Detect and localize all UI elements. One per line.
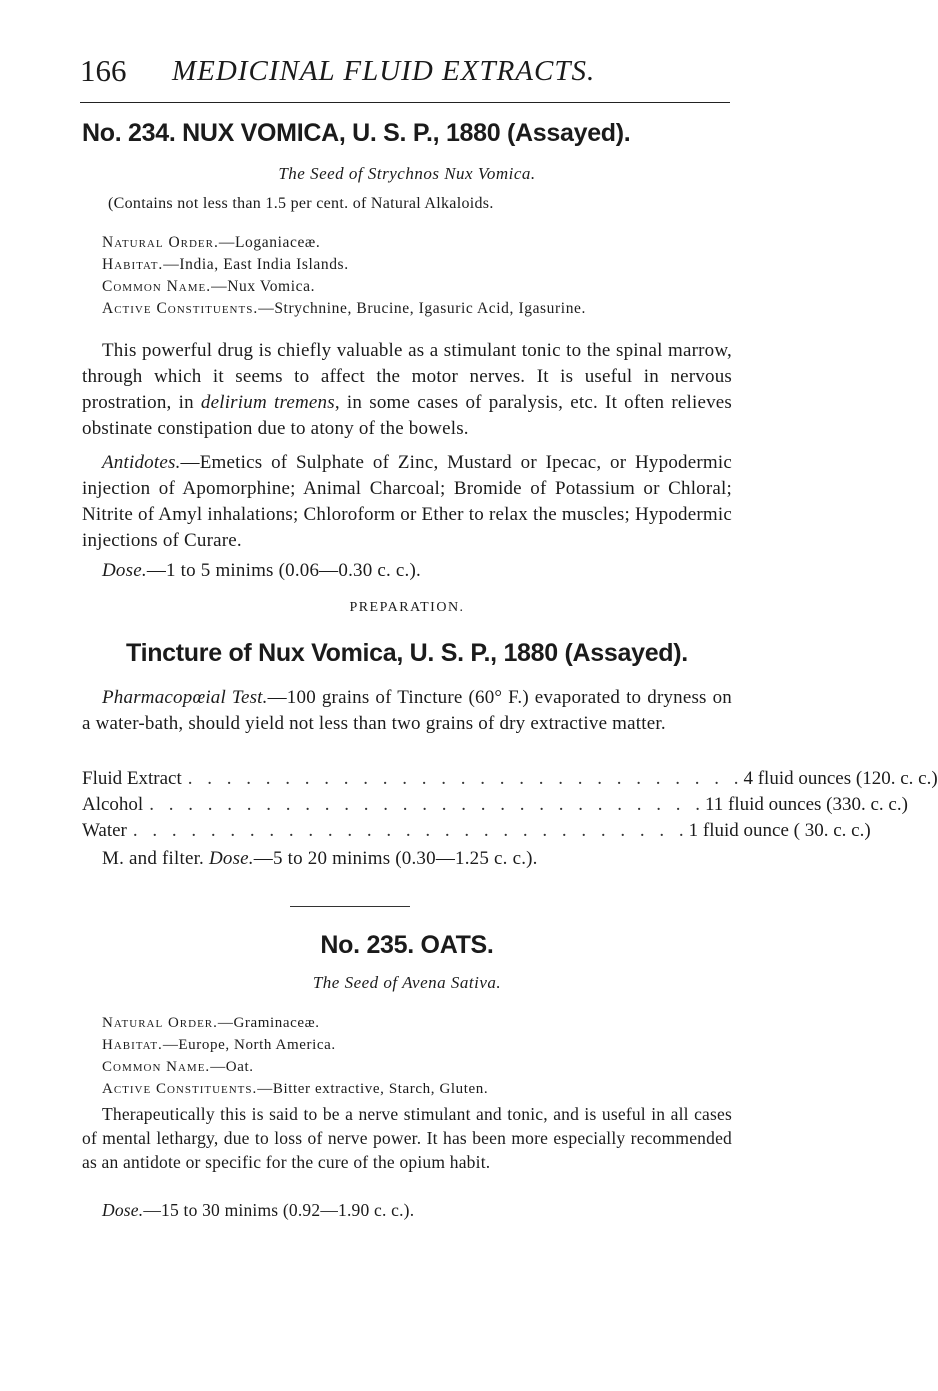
entry-heading: No. 235. OATS. (320, 931, 494, 959)
habitat: Habitat.—India, East India Islands. (102, 256, 349, 273)
common-name: Common Name.—Nux Vomica. (102, 278, 316, 295)
pharmacopoeial-test: Pharmacopœial Test.—100 grains of Tincture (60° F.) evaporated to dryness on a water-bath, should yield not less than two grains of dry extractive matter. (82, 687, 732, 734)
active-constituents: Active Constituents.—Bitter extractive, Starch, Gluten. (102, 1081, 489, 1097)
page-number: 166 (80, 53, 127, 88)
alkaloid-note: (Contains not less than 1.5 per cent. of Natural Alkaloids. (108, 195, 494, 212)
ingredient-row: Alcohol . . . . . . . . . . . . . . . . . . . . . . . . . . . . . 11 fluid ounces (330. c. c.) (82, 794, 908, 815)
entry-subtitle: The Seed of Strychnos Nux Vomica. (278, 164, 536, 183)
running-head (80, 50, 730, 103)
dose: Dose.—15 to 30 minims (0.92—1.90 c. c.). (102, 1200, 415, 1220)
entry-description: Therapeutically this is said to be a nerve stimulant and tonic, and is useful in all cases of mental lethargy, due to loss of nerve power. It has been more especially recommended as an antidote or specific for the cure of the opium habit. (82, 1104, 732, 1172)
botanical-info (102, 1012, 732, 1100)
ingredient-row: Water . . . . . . . . . . . . . . . . . . . . . . . . . . . . . 1 fluid ounce ( 30. c. c.) (82, 820, 871, 841)
common-name: Common Name.—Oat. (102, 1059, 254, 1075)
preparation-heading: Tincture of Nux Vomica, U. S. P., 1880 (Assayed). (126, 639, 688, 667)
preparation-dose: M. and filter. Dose.—5 to 20 minims (0.30—1.25 c. c.). (102, 848, 538, 869)
entry-subtitle: The Seed of Avena Sativa. (312, 973, 502, 992)
preparation-label: PREPARATION. (349, 600, 465, 615)
entry-description: This powerful drug is chiefly valuable as a stimulant tonic to the spinal marrow, through which it seems to affect the motor nerves. It is useful in nervous prostration, in delirium tremens, in some cases of paralysis, etc. It often relieves obstinate constipation due to atony of the bowels. (82, 340, 733, 439)
entry-heading: No. 234. NUX VOMICA, U. S. P., 1880 (Assayed). (82, 119, 631, 147)
dose: Dose.—1 to 5 minims (0.06—0.30 c. c.). (102, 560, 421, 581)
botanical-info (102, 232, 732, 320)
ingredient-row: Fluid Extract . . . . . . . . . . . . . . . . . . . . . . . . . . . . . 4 fluid ounces (120. c. c.) (82, 768, 938, 789)
natural-order: Natural Order.—Graminaceæ. (102, 1015, 320, 1031)
section-divider (290, 906, 410, 907)
antidotes: Antidotes.—Emetics of Sulphate of Zinc, Mustard or Ipecac, or Hypodermic injection of Apomorphine; Animal Charcoal; Bromide of Potassium or Chloral; Nitrite of Amyl inhalations; Chloroform or Ether to relax the muscles; Hypodermic injections of Curare. (82, 452, 732, 551)
natural-order: Natural Order.—Loganiaceæ. (102, 234, 321, 251)
active-constituents: Active Constituents.—Strychnine, Brucine, Igasuric Acid, Igasurine. (102, 300, 587, 317)
running-title: MEDICINAL FLUID EXTRACTS. (172, 55, 596, 87)
ingredient-list (82, 766, 938, 844)
habitat: Habitat.—Europe, North America. (102, 1037, 336, 1053)
